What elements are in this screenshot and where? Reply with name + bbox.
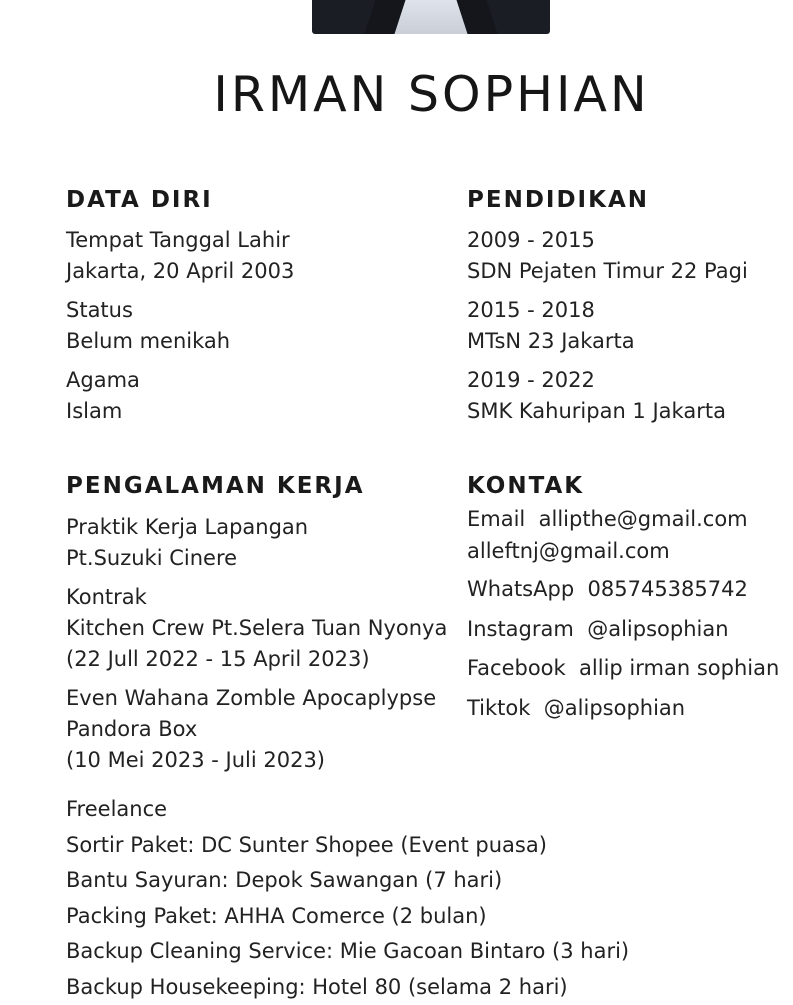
pengalaman-period: (22 Jull 2022 - 15 April 2023) — [66, 644, 466, 675]
profile-photo — [312, 0, 550, 34]
kontak-tiktok — [467, 689, 793, 729]
data-diri-item-status — [66, 295, 466, 357]
pendidikan-years: 2009 - 2015 — [467, 225, 793, 256]
pendidikan-item — [467, 225, 793, 287]
data-diri-value: Islam — [66, 396, 466, 427]
pengalaman-title: Even Wahana Zomble Apocaplypse — [66, 683, 466, 714]
pengalaman-item — [66, 582, 466, 675]
freelance-item: Packing Paket: AHHA Comerce (2 bulan) — [66, 899, 629, 935]
kontak-email-label: Email — [467, 507, 525, 531]
pengalaman-title: Praktik Kerja Lapangan — [66, 512, 466, 543]
pendidikan-years: 2015 - 2018 — [467, 295, 793, 326]
kontak-email-value: allipthe@gmail.com — [539, 507, 748, 531]
pengalaman-item — [66, 512, 466, 574]
freelance-list — [66, 792, 629, 1005]
pengalaman-detail: Kitchen Crew Pt.Selera Tuan Nyonya — [66, 613, 466, 644]
pengalaman-period: (10 Mei 2023 - Juli 2023) — [66, 745, 466, 776]
kontak-email — [467, 503, 793, 535]
pendidikan-years: 2019 - 2022 — [467, 365, 793, 396]
pengalaman-detail: Pt.Suzuki Cinere — [66, 543, 466, 574]
kontak-whatsapp — [467, 570, 793, 610]
kontak-label: WhatsApp — [467, 577, 574, 601]
pendidikan-school: MTsN 23 Jakarta — [467, 326, 793, 357]
data-diri-label: Agama — [66, 365, 466, 396]
kontak-facebook — [467, 649, 793, 689]
section-data-diri — [66, 186, 466, 427]
pendidikan-item — [467, 295, 793, 357]
kontak-label: Instagram — [467, 617, 574, 641]
kontak-value: allip irman sophian — [579, 656, 779, 680]
data-diri-label: Tempat Tanggal Lahir — [66, 225, 466, 256]
data-diri-item-agama — [66, 365, 466, 427]
pengalaman-heading: PENGALAMAN KERJA — [66, 472, 466, 500]
freelance-item: Backup Housekeeping: Hotel 80 (selama 2 hari) — [66, 970, 629, 1005]
kontak-value: @alipsophian — [587, 617, 728, 641]
kontak-label: Facebook — [467, 656, 566, 680]
data-diri-value: Jakarta, 20 April 2003 — [66, 256, 466, 287]
kontak-label: Tiktok — [467, 696, 530, 720]
freelance-item: Sortir Paket: DC Sunter Shopee (Event puasa) — [66, 828, 629, 864]
pendidikan-school: SDN Pejaten Timur 22 Pagi — [467, 256, 793, 287]
kontak-list — [467, 503, 793, 728]
data-diri-value: Belum menikah — [66, 326, 466, 357]
pengalaman-title: Kontrak — [66, 582, 466, 613]
pengalaman-detail: Pandora Box — [66, 714, 466, 745]
data-diri-label: Status — [66, 295, 466, 326]
freelance-item: Backup Cleaning Service: Mie Gacoan Bintaro (3 hari) — [66, 934, 629, 970]
kontak-heading: KONTAK — [467, 472, 793, 500]
data-diri-item-birth — [66, 225, 466, 287]
pendidikan-school: SMK Kahuripan 1 Jakarta — [467, 396, 793, 427]
section-pendidikan — [467, 186, 793, 427]
section-pengalaman-kerja — [66, 472, 466, 776]
freelance-title: Freelance — [66, 792, 629, 828]
person-name: IRMAN SOPHIAN — [0, 66, 793, 123]
freelance-item: Bantu Sayuran: Depok Sawangan (7 hari) — [66, 863, 629, 899]
pengalaman-item — [66, 683, 466, 776]
data-diri-heading: DATA DIRI — [66, 186, 466, 214]
kontak-value: 085745385742 — [588, 577, 748, 601]
kontak-value: @alipsophian — [544, 696, 685, 720]
kontak-email-secondary: alleftnj@gmail.com — [467, 535, 793, 567]
pendidikan-item — [467, 365, 793, 427]
kontak-instagram — [467, 610, 793, 650]
pendidikan-heading: PENDIDIKAN — [467, 186, 793, 214]
section-kontak — [467, 472, 793, 728]
